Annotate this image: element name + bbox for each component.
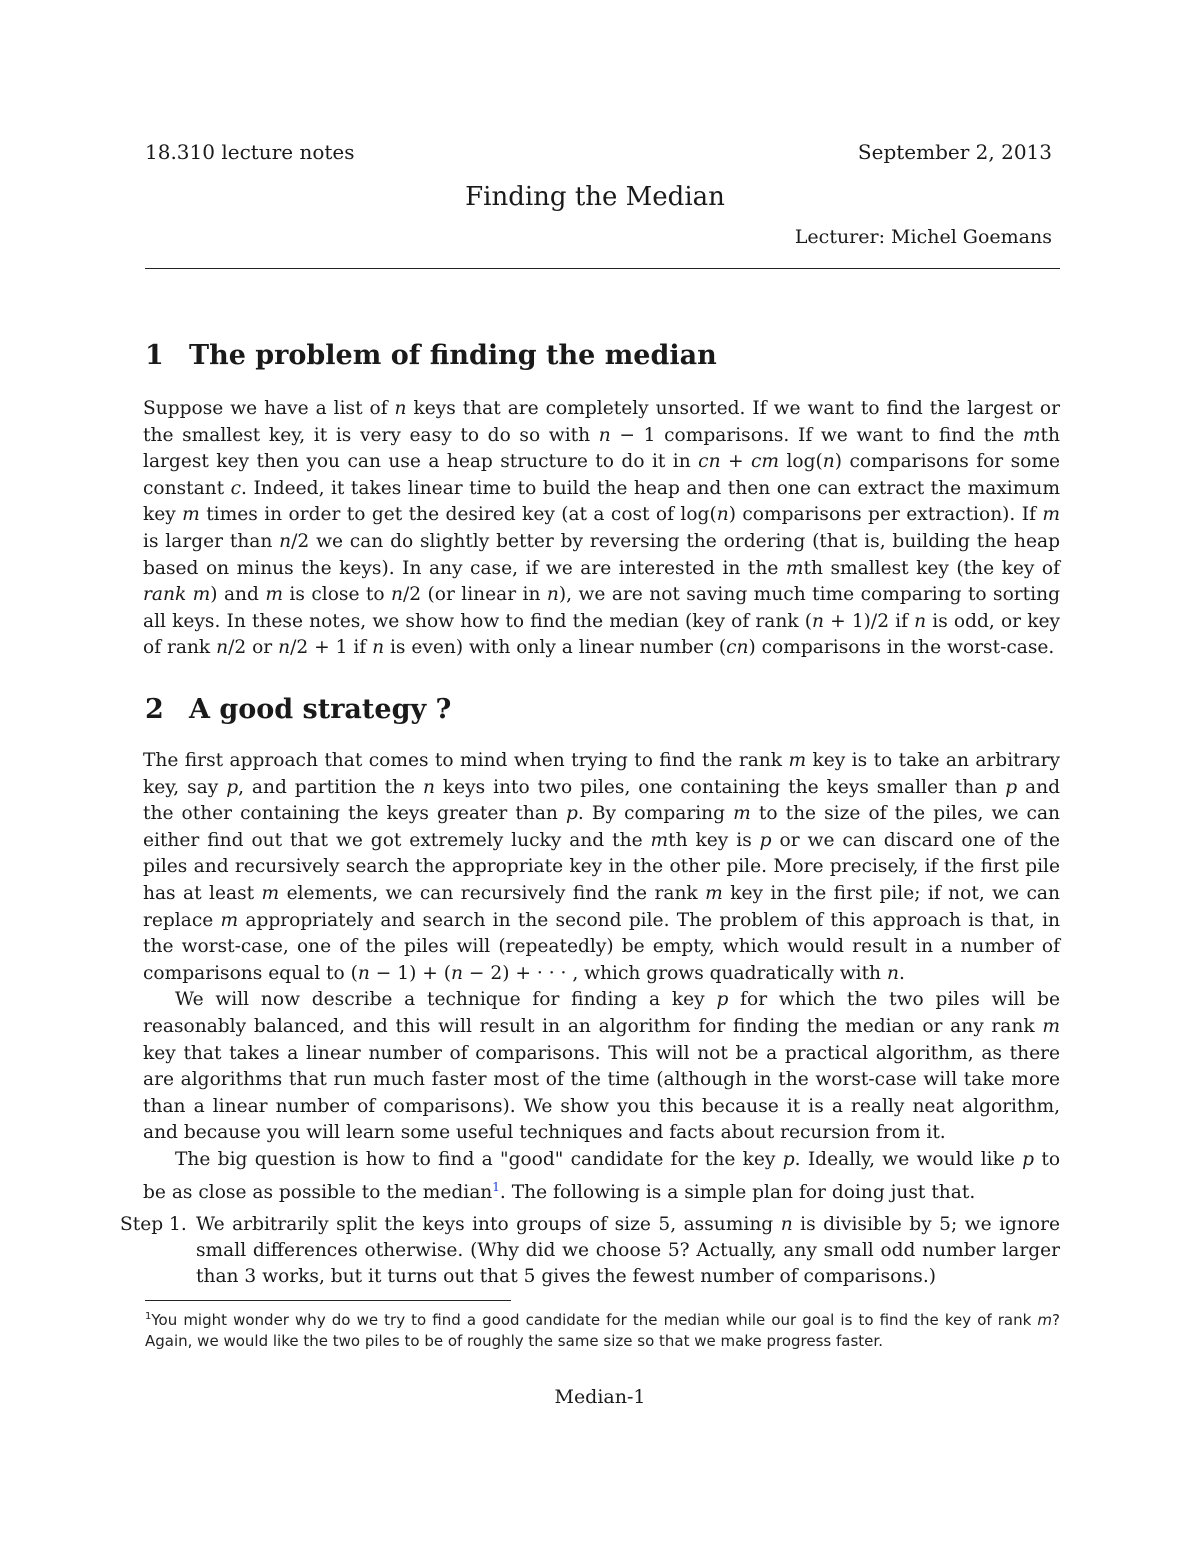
header-rule — [145, 268, 1060, 269]
step-text: We arbitrarily split the keys into groups of size 5, assuming n is divisible by 5; we ignore small differences otherwise. (Why did we choose 5? Actually, any small odd number larger than 3 works, but it turns out that 5 gives the fewest number of comparisons.) — [196, 1214, 1060, 1287]
section-1-paragraph — [143, 396, 1060, 662]
footnote-rule — [145, 1300, 511, 1301]
section-title: A good strategy ? — [189, 694, 452, 725]
section-number: 1 — [145, 340, 164, 371]
footnote-mark: 1 — [145, 1311, 152, 1322]
footnote-link[interactable]: 1 — [492, 1179, 500, 1194]
paragraph: We will now describe a technique for finding a key p for which the two piles will be reasonably balanced, and this will result in an algorithm for finding the median or any rank m key that takes a linear number of comparisons. This will not be a practical algorithm, as there are algorithms that run much faster most of the time (although in the worst-case will take more than a linear number of comparisons). We show you this because it is a really neat algorithm, and because you will learn some useful techniques and facts about recursion from it. — [143, 989, 1060, 1144]
page-number: Median-1 — [554, 1386, 646, 1408]
section-title: The problem of finding the median — [189, 340, 717, 371]
footnote: $^1$You might wonder why do we try to find a good candidate for the median while our goal is to find the key of rank m? Again, we would like the two piles to be of roughly the same size so that we make progress faster. — [145, 1311, 1060, 1350]
step-label: Step 1. — [120, 1214, 187, 1235]
section-2-body — [143, 748, 1060, 1206]
course-header: 18.310 lecture notes — [145, 140, 355, 164]
paragraph: The big question is how to find a "good" candidate for the key p. Ideally, we would like p to be as close as possible to the median$^1$. The following is a simple plan for doing just that. — [143, 1148, 1061, 1203]
step-1 — [120, 1212, 1060, 1290]
lecturer-line: Lecturer: Michel Goemans — [794, 226, 1052, 248]
section-number: 2 — [145, 694, 164, 725]
section-1-heading — [145, 340, 717, 371]
page-title: Finding the Median — [465, 182, 725, 212]
paragraph: The first approach that comes to mind when trying to find the rank m key is to take an arbitrary key, say p, and partition the n keys into two piles, one containing the keys smaller than p and the other containing the keys greater than p. By comparing m to the size of the piles, we can either find out that we got extremely lucky and the mth key is p or we can discard one of the piles and recursively search the appropriate key in the other pile. More precisely, if the first pile has at least m elements, we can recursively find the rank m key in the first pile; if not, we can replace m appropriately and search in the second pile. The problem of this approach is that, in the worst-case, one of the piles will (repeatedly) be empty, which would result in a number of comparisons equal to (n − 1) + (n − 2) + · · · , which grows quadratically with n. — [143, 750, 1061, 984]
paragraph: Suppose we have a list of n keys that are completely unsorted. If we want to find the largest or the smallest key, it is very easy to do so with n − 1 comparisons. If we want to find the mth largest key then you can use a heap structure to do it in cn + cm log(n) comparisons for some constant c. Indeed, it takes linear time to build the heap and then one can extract the maximum key m times in order to get the desired key (at a cost of log(n) comparisons per extraction). If m is larger than n/2 we can do slightly better by reversing the ordering (that is, building the heap based on minus the keys). In any case, if we are interested in the mth smallest key (the key of rank m) and m is close to n/2 (or linear in n), we are not saving much time comparing to sorting all keys. In these notes, we show how to find the median (key of rank (n + 1)/2 if n is odd, or key of rank n/2 or n/2 + 1 if n is even) with only a linear number (cn) comparisons in the worst-case. — [143, 398, 1060, 659]
date-header: September 2, 2013 — [857, 140, 1052, 164]
section-2-heading — [145, 694, 451, 725]
